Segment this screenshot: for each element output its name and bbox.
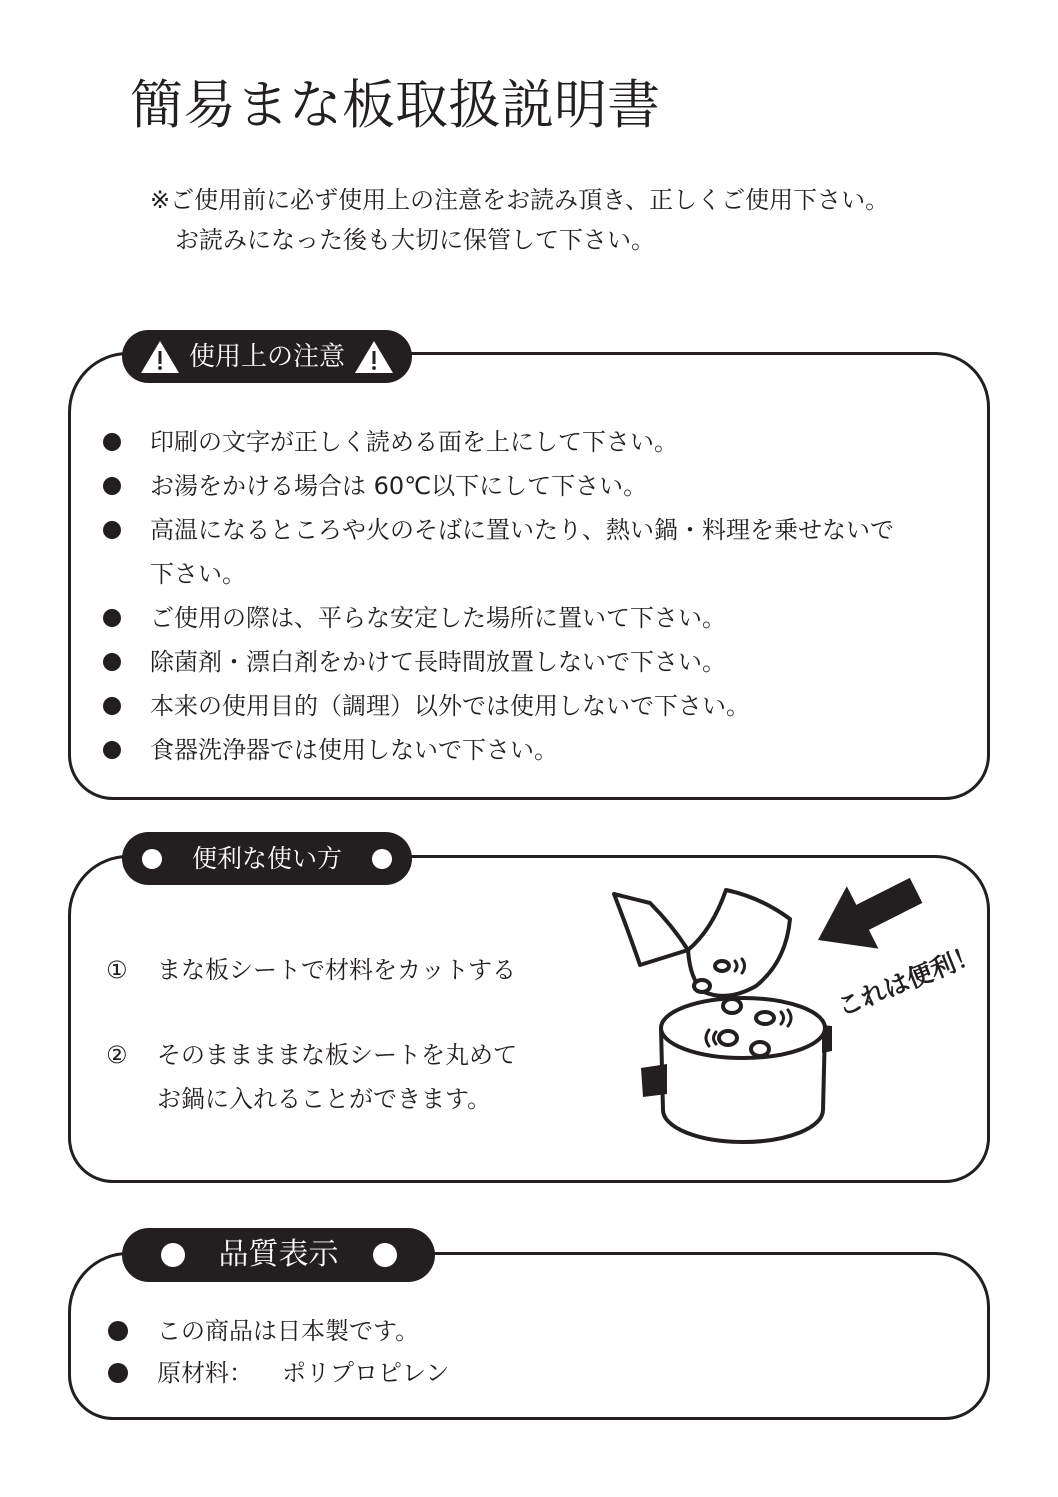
bullet-icon (103, 433, 121, 451)
pot-with-cutting-sheet-icon (600, 870, 1000, 1160)
dot-icon (372, 849, 392, 869)
caution-list (0, 420, 894, 772)
step-text: お鍋に入れることができます。 (157, 1085, 492, 1113)
usage-step (0, 948, 516, 992)
notice-line: ※ご使用前に必ず使用上の注意をお読み頂き、正しくご使用下さい。 (150, 186, 890, 214)
warning-icon (139, 339, 181, 375)
list-item: 除菌剤・漂白剤をかけて長時間放置しないで下さい。 (0, 640, 894, 684)
food-piece (719, 1031, 737, 1045)
list-item (0, 1310, 449, 1352)
quality-list (0, 1310, 449, 1394)
made-in-text: この商品は日本製です。 (157, 1317, 420, 1345)
quality-section-heading (122, 1228, 435, 1282)
dot-icon (161, 1243, 185, 1267)
page-title: 簡易まな板取扱説明書 (130, 75, 660, 136)
step-text: そのままままな板シートを丸めて (157, 1041, 517, 1069)
bullet-icon (103, 477, 121, 495)
pot-handle-left (641, 1064, 667, 1097)
bullet-icon (108, 1363, 128, 1383)
material-label: 原材料： (157, 1359, 253, 1387)
caution-section-heading (122, 330, 412, 383)
list-item: お湯をかける場合は 60℃以下にして下さい。 (0, 464, 894, 508)
list-item (0, 1352, 449, 1394)
illustration-caption: これは便利！ (833, 938, 984, 1023)
usage-heading-text: 便利な使い方 (191, 844, 342, 873)
step-text: まな板シートで材料をカットする (157, 956, 517, 984)
list-item: 印刷の文字が正しく読める面を上にして下さい。 (0, 420, 894, 464)
notice-line: お読みになった後も大切に保管して下さい。 (175, 226, 655, 254)
bullet-icon (103, 653, 121, 671)
material-value: ポリプロピレン (282, 1359, 450, 1387)
bullet-icon (103, 609, 121, 627)
dot-icon (142, 849, 162, 869)
pot-rim (661, 998, 825, 1058)
food-piece (694, 980, 710, 992)
cutting-sheet-back (614, 894, 688, 965)
warning-icon (353, 339, 395, 375)
bullet-icon (103, 741, 121, 759)
arrow-icon (818, 878, 922, 949)
food-piece (756, 1012, 774, 1024)
bullet-icon (103, 521, 121, 539)
quality-heading-text: 品質表示 (218, 1237, 339, 1272)
list-item: 本来の使用目的（調理）以外では使用しないで下さい。 (0, 684, 894, 728)
bullet-icon (108, 1321, 128, 1341)
dot-icon (373, 1243, 397, 1267)
bullet-icon (103, 697, 121, 715)
food-piece (715, 961, 729, 971)
step-marker: ② (106, 1041, 128, 1069)
list-item: ご使用の際は、平らな安定した場所に置いて下さい。 (0, 596, 894, 640)
food-piece (723, 999, 741, 1013)
food-piece (751, 1042, 769, 1056)
usage-notice (150, 180, 889, 260)
list-item: 高温になるところや火のそばに置いたり、熱い鍋・料理を乗せないで 下さい。 (0, 508, 894, 596)
step-marker: ① (106, 956, 128, 984)
list-item: 食器洗浄器では使用しないで下さい。 (0, 728, 894, 772)
usage-section-heading (122, 832, 412, 885)
usage-step (0, 1033, 517, 1121)
caution-heading-text: 使用上の注意 (188, 341, 345, 372)
